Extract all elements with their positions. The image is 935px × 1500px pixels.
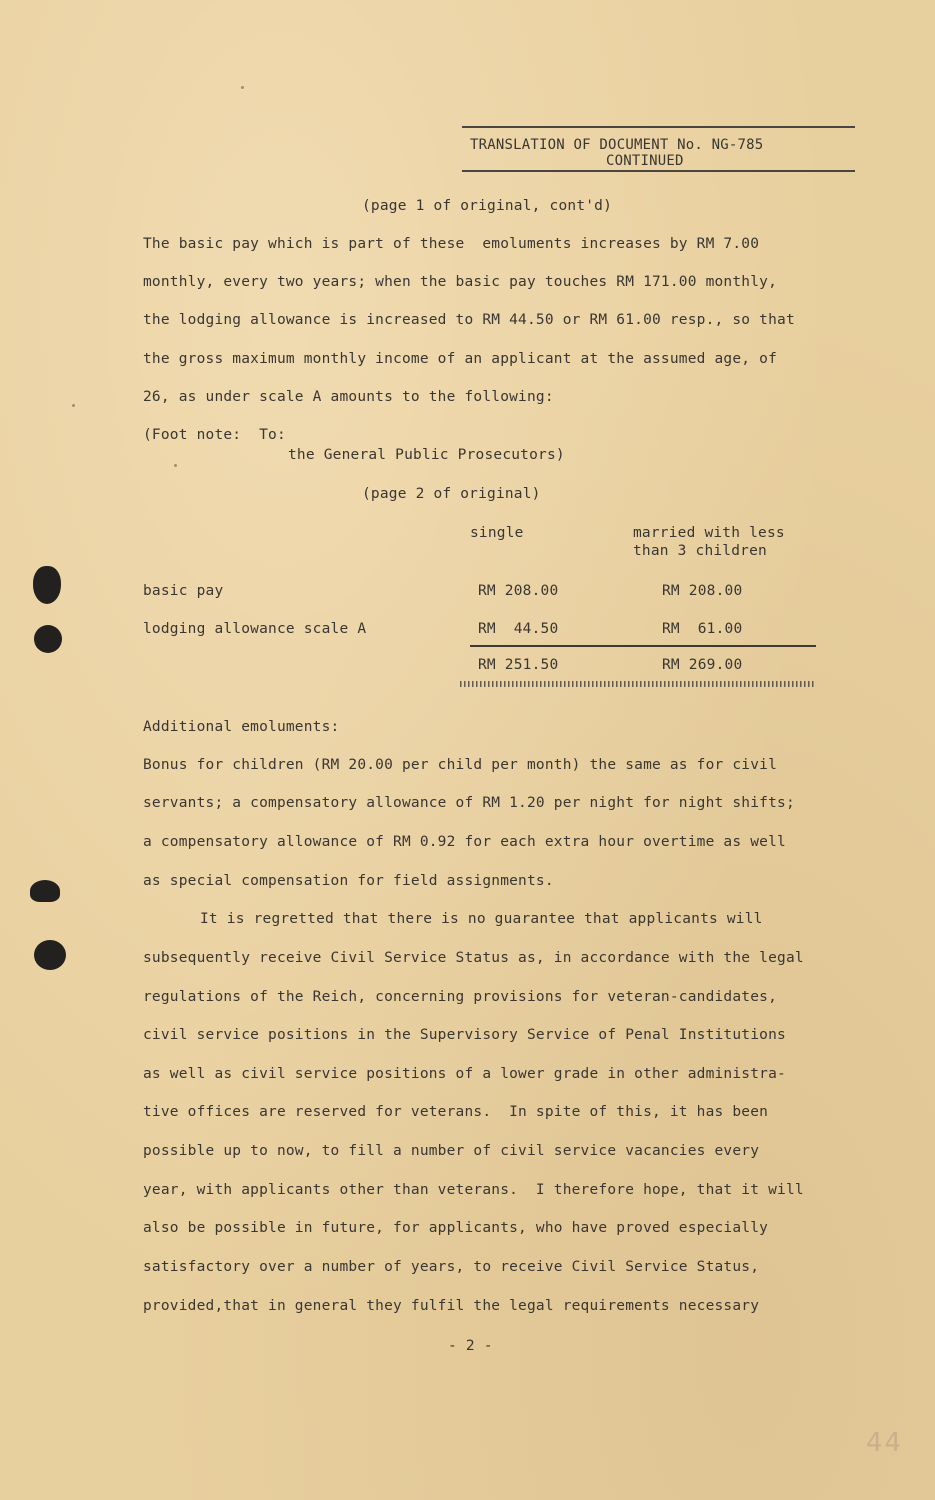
- table-row-label: lodging allowance scale A: [143, 621, 367, 637]
- para3-line-9: also be possible in future, for applicants, who have proved especially: [143, 1220, 769, 1236]
- punch-hole-mark: [34, 625, 62, 653]
- table-row-single-value: RM 208.00: [478, 583, 559, 599]
- table-header-married-2: than 3 children: [633, 543, 767, 559]
- header-title: TRANSLATION OF DOCUMENT No. NG-785: [470, 137, 764, 153]
- para3-line-4: civil service positions in the Supervisory Service of Penal Institutions: [143, 1027, 786, 1043]
- para3-line-10: satisfactory over a number of years, to receive Civil Service Status,: [143, 1259, 760, 1275]
- para3-line-1: It is regretted that there is no guarantee that applicants will: [200, 911, 763, 927]
- page-number: - 2 -: [448, 1338, 493, 1354]
- punch-hole-mark: [30, 880, 60, 902]
- paper-speck: [241, 86, 244, 89]
- table-row-married-value: RM 61.00: [662, 621, 743, 637]
- para1-line-3: the lodging allowance is increased to RM 44.50 or RM 61.00 resp., so that: [143, 312, 795, 328]
- para3-line-5: as well as civil service positions of a lower grade in other administra-: [143, 1066, 786, 1082]
- table-total-married: RM 269.00: [662, 657, 743, 673]
- para1-line-4: the gross maximum monthly income of an applicant at the assumed age, of: [143, 351, 778, 367]
- additional-heading: Additional emoluments:: [143, 719, 340, 735]
- table-row-label: basic pay: [143, 583, 224, 599]
- header-bottom-rule: [462, 170, 855, 172]
- header-continued: CONTINUED: [606, 153, 684, 169]
- para3-line-6: tive offices are reserved for veterans. In spite of this, it has been: [143, 1104, 769, 1120]
- table-row-married-value: RM 208.00: [662, 583, 743, 599]
- footnote-line-2: the General Public Prosecutors): [288, 447, 565, 463]
- para3-line-7: possible up to now, to fill a number of civil service vacancies every: [143, 1143, 760, 1159]
- table-row-single-value: RM 44.50: [478, 621, 559, 637]
- paper-speck: [72, 404, 75, 407]
- page-reference-1: (page 1 of original, cont'd): [362, 198, 613, 214]
- para1-line-5: 26, as under scale A amounts to the following:: [143, 389, 554, 405]
- table-header-married-1: married with less: [633, 525, 785, 541]
- punch-hole-mark: [33, 566, 61, 604]
- table-sum-rule: [470, 645, 816, 647]
- para2-line-2: servants; a compensatory allowance of RM 1.20 per night for night shifts;: [143, 795, 795, 811]
- para3-line-2: subsequently receive Civil Service Status as, in accordance with the legal: [143, 950, 804, 966]
- para1-line-1: The basic pay which is part of these emoluments increases by RM 7.00: [143, 236, 760, 252]
- table-header-single: single: [470, 525, 524, 541]
- para2-line-1: Bonus for children (RM 20.00 per child per month) the same as for civil: [143, 757, 778, 773]
- para3-line-3: regulations of the Reich, concerning provisions for veteran-candidates,: [143, 989, 778, 1005]
- para3-line-8: year, with applicants other than veterans. I therefore hope, that it will: [143, 1182, 804, 1198]
- header-top-rule: [462, 126, 855, 128]
- page-reference-2: (page 2 of original): [362, 486, 541, 502]
- paper-speck: [174, 464, 177, 467]
- punch-hole-mark: [34, 940, 66, 970]
- table-total-underline: [460, 681, 816, 687]
- footnote-line-1: (Foot note: To:: [143, 427, 286, 443]
- pencil-folio-mark: 44: [866, 1428, 904, 1458]
- para3-line-11: provided,that in general they fulfil the legal requirements necessary: [143, 1298, 760, 1314]
- para2-line-3: a compensatory allowance of RM 0.92 for each extra hour overtime as well: [143, 834, 786, 850]
- para1-line-2: monthly, every two years; when the basic pay touches RM 171.00 monthly,: [143, 274, 778, 290]
- para2-line-4: as special compensation for field assignments.: [143, 873, 554, 889]
- table-total-single: RM 251.50: [478, 657, 559, 673]
